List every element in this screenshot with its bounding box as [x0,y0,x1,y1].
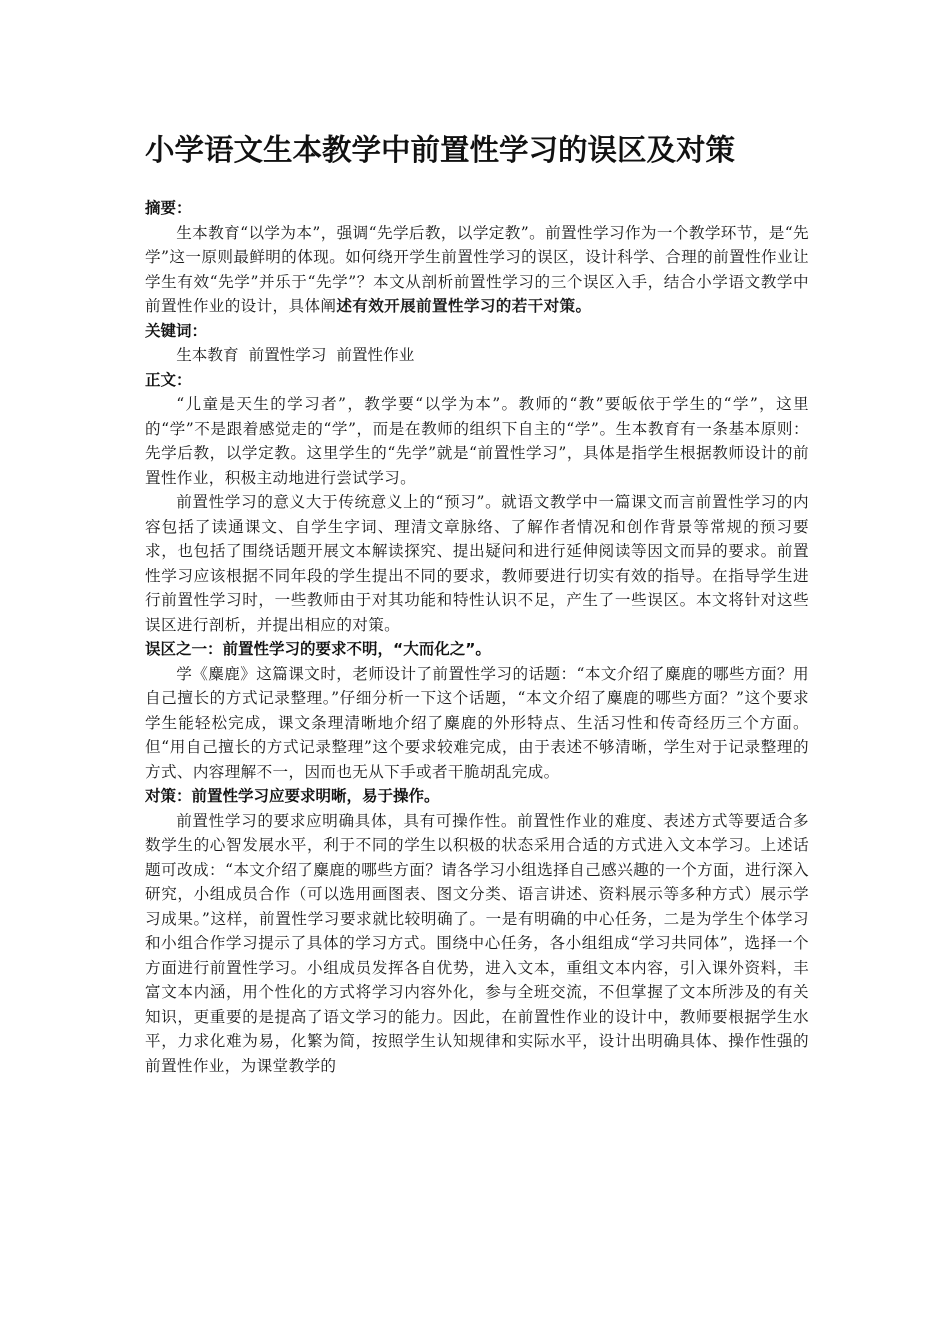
body-paragraph-2: 前置性学习的意义大于传统意义上的“预习”。就语文教学中一篇课文而言前置性学习的内容包括了读通课文、自学生字词、理清文章脉络、了解作者情况和创作背景等常规的预习要求，也包括了围绕话题开展文本解读探究、提出疑问和进行延伸阅读等因文而异的要求。前置性学习应该根据不同年段的学生提出不同的要求，教师要进行切实有效的指导。在指导学生进行前置性学习时，一些教师由于对其功能和特性认识不足，产生了一些误区。本文将针对这些误区进行剖析，并提出相应的对策。 [145,493,809,634]
misconception-1-paragraph: 学《麋鹿》这篇课文时，老师设计了前置性学习的话题：“本文介绍了麋鹿的哪些方面？用自己擅长的方式记录整理。”仔细分析一下这个话题，“本文介绍了麋鹿的哪些方面？”这个要求学生能轻松完成，课文条理清晰地介绍了麋鹿的外形特点、生活习性和传奇经历三个方面。但“用自己擅长的方式记录整理”这个要求较难完成，由于表述不够清晰，学生对于记录整理的方式、内容理解不一，因而也无从下手或者干脆胡乱完成。 [145,664,809,781]
strategy-1-paragraph: 前置性学习的要求应明确具体，具有可操作性。前置性作业的难度、表述方式等要适合多数学生的心智发展水平，利于不同的学生以积极的状态采用合适的方式进入文本学习。上述话题可改成：“本文介绍了麋鹿的哪些方面？请各学习小组选择自己感兴趣的一个方面，进行深入研究，小组成员合作（可以选用画图表、图文分类、语言讲述、资料展示等多种方式）展示学习成果。”这样，前置性学习要求就比较明确了。一是有明确的中心任务，二是为学生个体学习和小组合作学习提示了具体的学习方式。围绕中心任务，各小组组成“学习共同体”，选择一个方面进行前置性学习。小组成员发挥各自优势，进入文本，重组文本内容，引入课外资料，丰富文本内涵，用个性化的方式将学习内容外化，参与全班交流，不但掌握了文本所涉及的有关知识，更重要的是提高了语文学习的能力。因此，在前置性作业的设计中，教师要根据学生水平，力求化难为易，化繁为简，按照学生认知规律和实际水平，设计出明确具体、操作性强的前置性作业，为课堂教学的 [145,811,809,1075]
keywords-label: 关键词： [145,321,208,340]
misconception-1-heading: 误区之一：前置性学习的要求不明，“大而化之”。 [145,640,491,658]
abstract-paragraph [145,221,809,319]
abstract-label: 摘要： [145,199,192,217]
document-page [145,128,809,1078]
keywords-text: 生本教育 前置性学习 前置性作业 [176,346,415,364]
strategy-1-heading: 对策：前置性学习应要求明晰，易于操作。 [145,787,440,805]
body-label: 正文： [145,370,192,389]
abstract-bold-text: 述有效开展前置性学习的若干对策。 [336,297,592,315]
abstract-text: 生本教育“以学为本”，强调“先学后教，以学定教”。前置性学习作为一个教学环节，是“先学”这一原则最鲜明的体现。如何绕开学生前置性学习的误区，设计科学、合理的前置性作业让学生有效“先学”并乐于“先学”？本文从剖析前置性学习的三个误区入手，结合小学语文教学中前置性作业的设计，具体阐 [145,223,809,315]
document-title: 小学语文生本教学中前置性学习的误区及对策 [145,133,736,167]
body-paragraph-1: “儿童是天生的学习者”，教学要“以学为本”。教师的“教”要皈依于学生的“学”，这里的“学”不是跟着感觉走的“学”，而是在教师的组织下自主的“学”。生本教育有一条基本原则：先学后教，以学定教。这里学生的“先学”就是“前置性学习”，具体是指学生根据教师设计的前置性作业，积极主动地进行尝试学习。 [145,395,809,487]
